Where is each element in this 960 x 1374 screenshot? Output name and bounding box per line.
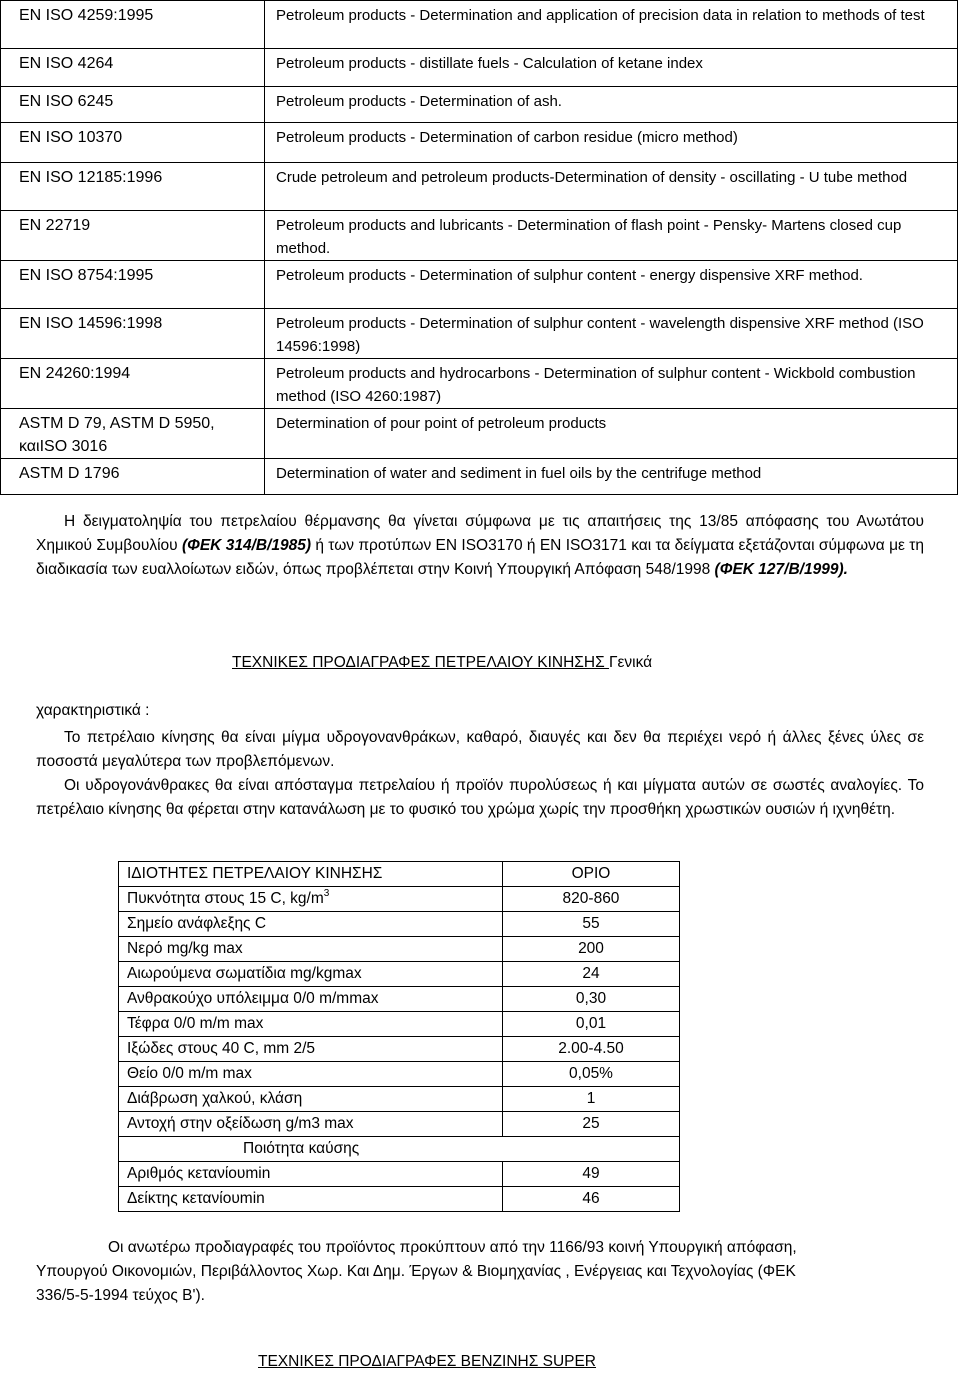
super-heading-title: ΤΕΧΝΙΚΕΣ ΠΡΟΔΙΑΓΡΑΦΕΣ ΒΕΝΖΙΝΗΣ SUPER: [258, 1353, 597, 1370]
table-row: [1, 1, 958, 49]
header-property: ΙΔΙΟΤΗΤΕΣ ΠΕΤΡΕΛΑΙΟΥ ΚΙΝΗΣΗΣ: [119, 862, 503, 887]
diesel-heading-title: ΤΕΧΝΙΚΕΣ ΠΡΟΔΙΑΓΡΑΦΕΣ ΠΕΤΡΕΛΑΙΟΥ ΚΙΝΗΣΗΣ: [232, 654, 609, 671]
density-superscript: 3: [323, 888, 330, 899]
property-name: Διάβρωση χαλκού, κλάση: [119, 1087, 503, 1112]
property-name: Αντοχή στην οξείδωση g/m3 max: [119, 1112, 503, 1137]
table-row: [1, 409, 958, 459]
table-subheader-row: [119, 1137, 680, 1162]
table-row: [1, 309, 958, 359]
property-value: 49: [503, 1162, 680, 1187]
standard-code: ASTM D 1796: [1, 459, 265, 495]
combustion-quality-subheader: [119, 1137, 680, 1162]
property-value: 25: [503, 1112, 680, 1137]
table-row: [119, 1187, 680, 1212]
table-row: [119, 1012, 680, 1037]
standard-code: EN ISO 10370: [1, 123, 265, 163]
standard-code: EN ISO 6245: [1, 87, 265, 123]
general-paragraph: Οι υδρογονάνθρακες θα είναι απόσταγμα πετρελαίου ή προϊόν πυρολύσεως ή και μίγματα αυτών σε σωστές αναλογίες. Το πετρέλαιο κίνησης θα φέρεται στην κατανάλωση με το φυσικό του χρώμα χωρίς την προσθήκη χρωστικών ουσιών ή ιχνηθέτη.: [36, 777, 924, 818]
property-value: 0,05%: [503, 1062, 680, 1087]
table-row: [1, 163, 958, 211]
property-name: Ανθρακούχο υπόλειμμα 0/0 m/mmax: [119, 987, 503, 1012]
standard-title: Crude petroleum and petroleum products-Determination of density - oscillating - U tube method: [265, 163, 958, 211]
sampling-ref: (ΦΕΚ 127/Β/1999).: [714, 561, 848, 578]
table-row: [119, 937, 680, 962]
standard-title: Petroleum products and hydrocarbons - Determination of sulphur content - Wickbold combustion method (ISO 4260:1987): [265, 359, 958, 409]
property-name: Αριθμός κετανίουmin: [119, 1162, 503, 1187]
property-value: 2.00-4.50: [503, 1037, 680, 1062]
standard-code: EN ISO 12185:1996: [1, 163, 265, 211]
table-row: [1, 261, 958, 309]
general-paragraph: Το πετρέλαιο κίνησης θα είναι μίγμα υδρογονανθράκων, καθαρό, διαυγές και δεν θα περιέχει νερό ή άλλες ξένες ύλες σε ποσοστά μεγαλύτερα των προβλεπόμενων.: [36, 729, 924, 770]
combustion-quality-label: Ποιότητα καύσης: [243, 1140, 360, 1157]
standard-title: Petroleum products - distillate fuels - Calculation of ketane index: [265, 49, 958, 87]
general-characteristics-label: χαρακτηριστικά :: [36, 702, 150, 719]
standard-title: Determination of water and sediment in fuel oils by the centrifuge method: [265, 459, 958, 495]
property-name: Σημείο ανάφλεξης C: [119, 912, 503, 937]
standard-code: EN ISO 4264: [1, 49, 265, 87]
property-name: Τέφρα 0/0 m/m max: [119, 1012, 503, 1037]
property-value: 820-860: [503, 887, 680, 912]
table-row: [119, 1112, 680, 1137]
property-value: 200: [503, 937, 680, 962]
standard-code: EN ISO 4259:1995: [1, 1, 265, 49]
sampling-ref: (ΦΕΚ 314/Β/1985): [181, 537, 312, 554]
sampling-paragraph: [36, 510, 924, 582]
standard-code: EN ISO 14596:1998: [1, 309, 265, 359]
standards-table: [0, 0, 958, 495]
table-row: [1, 459, 958, 495]
table-row: [119, 1062, 680, 1087]
standard-title: Petroleum products - Determination and application of precision data in relation to methods of test: [265, 1, 958, 49]
standard-title: Petroleum products - Determination of ash.: [265, 87, 958, 123]
table-row: [1, 87, 958, 123]
table-row: [119, 1162, 680, 1187]
property-name: Θείο 0/0 m/m max: [119, 1062, 503, 1087]
sampling-text: ή των προτύπων EN ISO3170 ή EN ISO3171 και τα δείγματα εξετάζονται σύμφωνα με τη διαδικασία των ευαλλοίωτων ειδών, όπως προβλέπεται στην Κοινή Υπουργική Απόφαση 548/1998: [36, 537, 924, 578]
regulation-note: Οι ανωτέρω προδιαγραφές του προϊόντος προκύπτουν από την 1166/93 κοινή Υπουργική απόφαση, Υπουργού Οικονομιών, Περιβάλλοντος Χωρ. Και Δημ. Έργων & Βιομηχανίας , Ενέργειας και Τεχνολογίας (ΦΕΚ 336/5-5-1994 τεύχος Β').: [36, 1239, 797, 1304]
standard-title: Petroleum products - Determination of sulphur content - wavelength dispensive XRF method (ISO 14596:1998): [265, 309, 958, 359]
standard-code: ASTM D 79, ASTM D 5950, καιISO 3016: [1, 409, 265, 459]
property-name: Ιξώδες στους 40 C, mm 2/5: [119, 1037, 503, 1062]
table-row: [1, 359, 958, 409]
table-row: [119, 962, 680, 987]
diesel-heading-tail: Γενικά: [608, 654, 653, 671]
standard-title: Petroleum products - Determination of carbon residue (micro method): [265, 123, 958, 163]
standard-title: Determination of pour point of petroleum products: [265, 409, 958, 459]
header-limit: ΟΡΙΟ: [503, 862, 680, 887]
super-specs-heading: [258, 1351, 596, 1373]
property-value: 24: [503, 962, 680, 987]
table-row: [119, 987, 680, 1012]
table-row: [1, 49, 958, 87]
standard-code: EN 22719: [1, 211, 265, 261]
property-name: Αιωρούμενα σωματίδια mg/kgmax: [119, 962, 503, 987]
table-row: [1, 211, 958, 261]
standard-code: EN ISO 8754:1995: [1, 261, 265, 309]
diesel-properties-table: [118, 861, 680, 1212]
property-value: 46: [503, 1187, 680, 1212]
standard-code: EN 24260:1994: [1, 359, 265, 409]
table-row: [119, 1087, 680, 1112]
sampling-text: Η δειγματοληψία του πετρελαίου θέρμανσης θα γίνεται σύμφωνα με τις απαιτήσεις της 13/85 απόφασης του Ανωτάτου Χημικού Συμβουλίου: [36, 513, 924, 554]
density-label: Πυκνότητα στους 15 C, kg/m: [127, 890, 324, 907]
property-value: 55: [503, 912, 680, 937]
standard-title: Petroleum products and lubricants - Determination of flash point - Pensky- Martens closed cup method.: [265, 211, 958, 261]
standard-title: Petroleum products - Determination of sulphur content - energy dispensive XRF method.: [265, 261, 958, 309]
property-value: 0,30: [503, 987, 680, 1012]
table-row: [119, 887, 680, 912]
table-row: [1, 123, 958, 163]
property-value: 0,01: [503, 1012, 680, 1037]
table-row: [119, 912, 680, 937]
property-value: 1: [503, 1087, 680, 1112]
table-header-row: [119, 862, 680, 887]
property-name: Δείκτης κετανίουmin: [119, 1187, 503, 1212]
property-name: [119, 887, 503, 912]
table-row: [119, 1037, 680, 1062]
property-name: Νερό mg/kg max: [119, 937, 503, 962]
diesel-specs-heading: [232, 652, 652, 674]
